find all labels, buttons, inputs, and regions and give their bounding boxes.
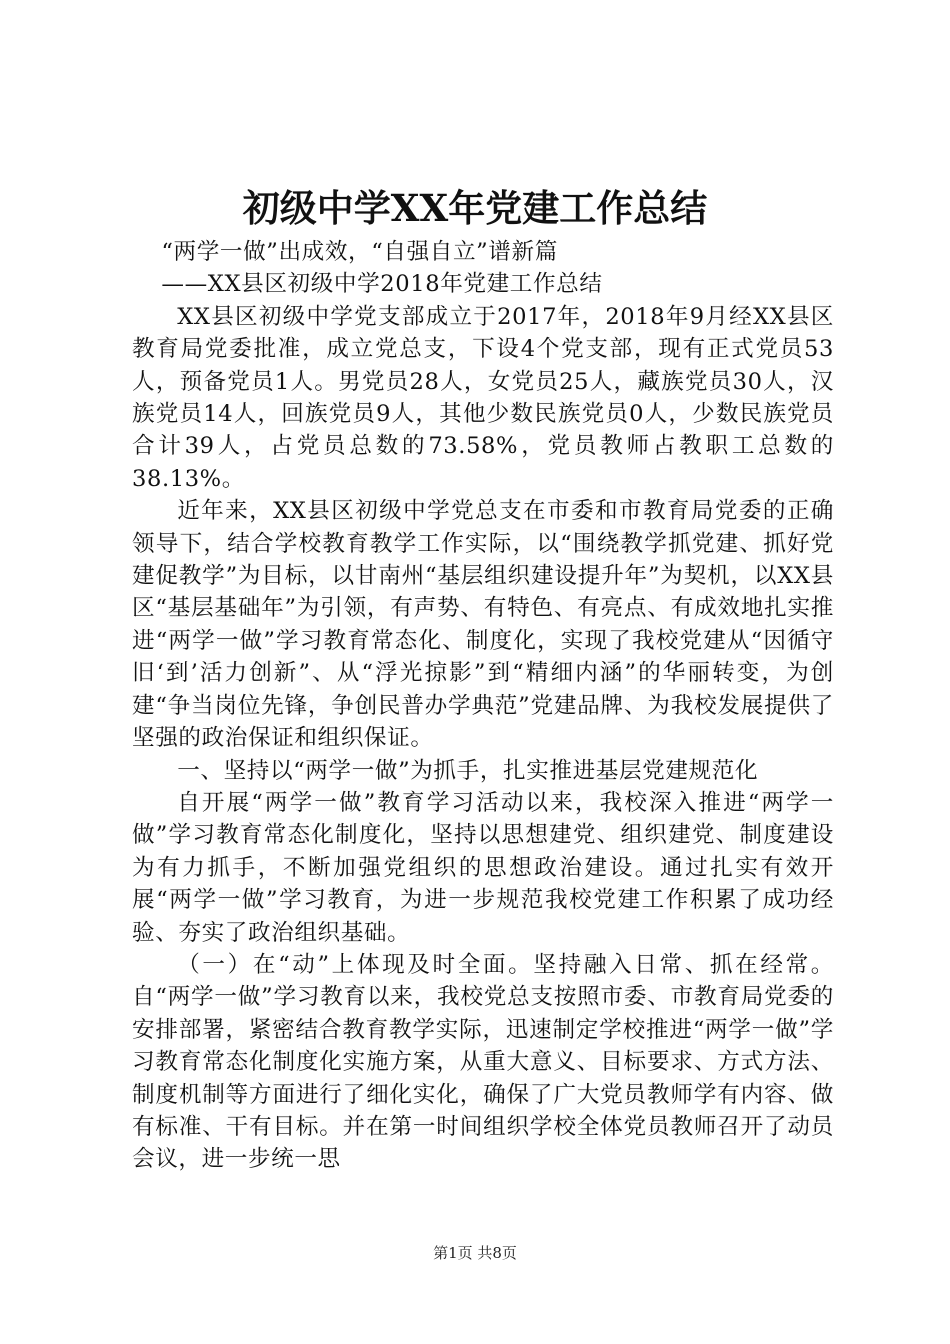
page-number-footer: 第1页 共8页 (433, 1244, 517, 1262)
paragraph-overview: XX县区初级中学党支部成立于2017年，2018年9月经XX县区教育局党委批准，成立党总支，下设4个党支部，现有正式党员53人，预备党员1人。男党员28人，女党员25人，藏族党员30人，汉族党员14人，回族党员9人，其他少数民族党员0人，少数民族党员合计39人，占党员总数的73.58%，党员教师占教职工总数的38.13%。 (132, 303, 834, 492)
section-heading-1: 一、坚持以“两学一做”为抓手，扎实推进基层党建规范化 (177, 757, 759, 784)
paragraph-section-1-intro: 自开展“两学一做”教育学习活动以来，我校深入推进“两学一做”学习教育常态化制度化，坚持以思想建党、组织建党、制度建设为有力抓手，不断加强党组织的思想政治建设。通过扎实有效开展“两学一做”学习教育，为进一步规范我校党建工作积累了成功经验、夯实了政治组织基础。 (132, 789, 834, 946)
subtitle-line-2: ——XX县区初级中学2018年党建工作总结 (161, 271, 603, 298)
subtitle-line-1: “两学一做”出成效，“自强自立”谱新篇 (161, 239, 558, 265)
document-title: 初级中学XX年党建工作总结 (242, 186, 708, 230)
paragraph-recent-years: 近年来，XX县区初级中学党总支在市委和市教育局党委的正确领导下，结合学校教育教学工作实际，以“围绕教学抓党建、抓好党建促教学”为目标，以甘南州“基层组织建设提升年”为契机，以XX县区“基层基础年”为引领，有声势、有特色、有亮点、有成效地扎实推进“两学一做”学习教育常态化、制度化，实现了我校党建从“因循守旧‘到’活力创新”、从“浮光掠影”到“精细内涵”的华丽转变，为创建“争当岗位先锋，争创民普办学典范”党建品牌、为我校发展提供了坚强的政治保证和组织保证。 (132, 498, 834, 752)
paragraph-subsection-1: （一）在“动”上体现及时全面。坚持融入日常、抓在经常。自“两学一做”学习教育以来，我校党总支按照市委、市教育局党委的安排部署，紧密结合教育教学实际，迅速制定学校推进“两学一做”学习教育常态化制度化实施方案，从重大意义、目标要求、方式方法、制度机制等方面进行了细化实化，确保了广大党员教师学有内容、做有标准、干有目标。并在第一时间组织学校全体党员教师召开了动员会议，进一步统一思 (132, 951, 834, 1173)
document-body (132, 236, 834, 1176)
